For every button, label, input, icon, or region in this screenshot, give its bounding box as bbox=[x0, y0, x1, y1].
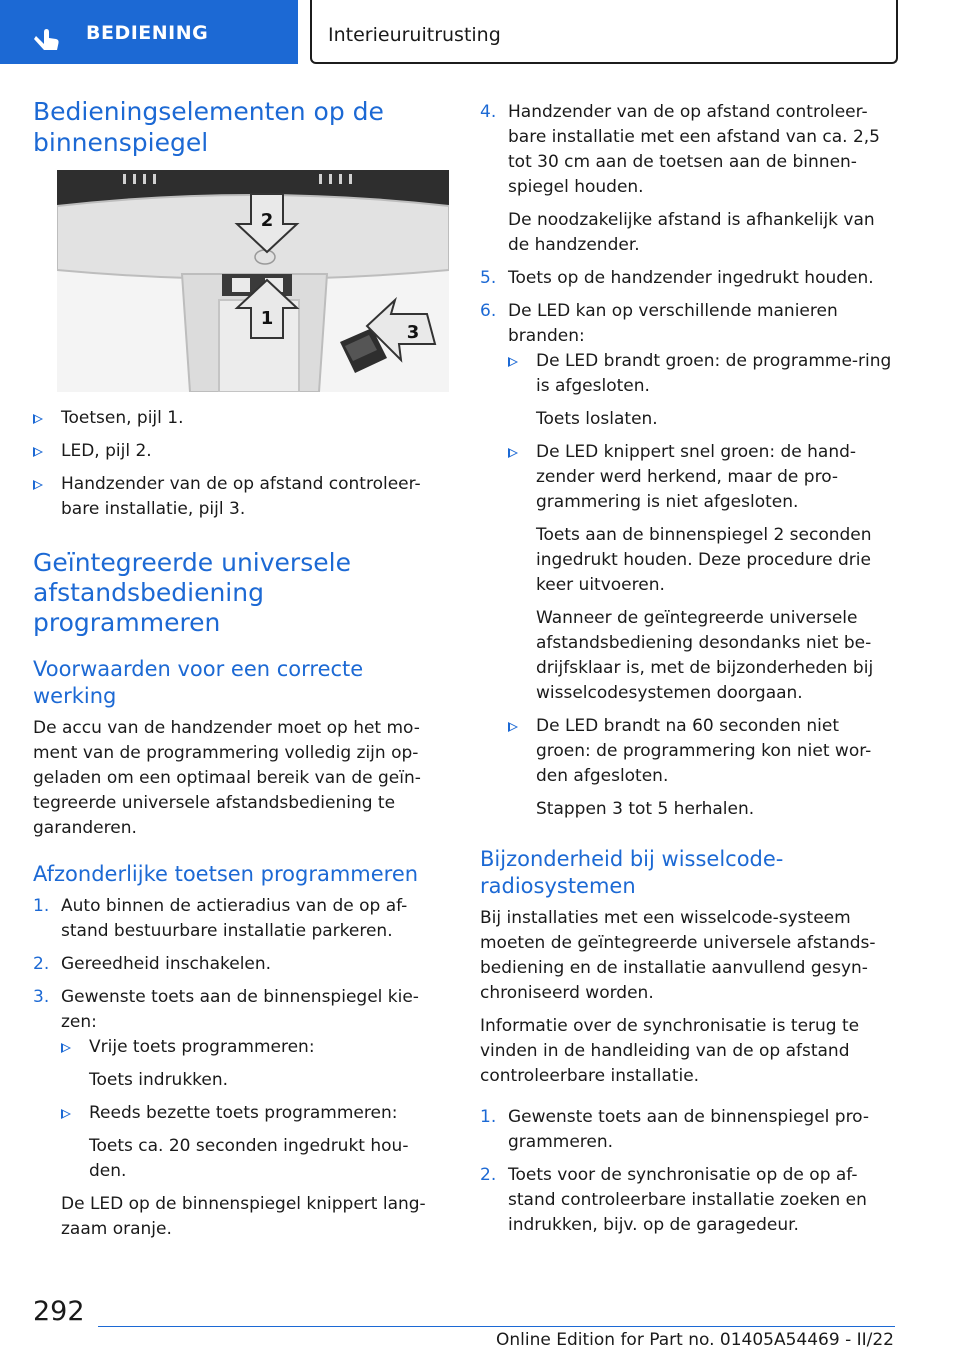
requirements-text: De accu van de handzender moet op het mo-ment van de programmering volledig zijn op-geladen om een optimaal bereik van de geïn-tegreerde universele afstandsbediening te garanderen. bbox=[33, 718, 421, 838]
list-item: De LED brandt na 60 seconden niet groen: de programmering kon niet wor-den afgesloten. Stappen 3 tot 5 herhalen. bbox=[508, 714, 895, 822]
list-item: 3. Gewenste toets aan de binnenspiegel kie-zen: Vrije toets programmeren: Toets indrukken. Reeds bezette toets programmeren: Toets ca. 20 seconden ingedrukt hou-den. De LED op de binnenspiegel knippert lang-zaam oranje. bbox=[33, 985, 443, 1242]
list-item: 1. Auto binnen de actieradius van de op af-stand bestuurbare installatie parkeren. bbox=[33, 896, 408, 941]
footer-divider bbox=[98, 1326, 895, 1327]
triangle-bullet-icon bbox=[508, 357, 518, 367]
triangle-bullet-icon bbox=[33, 414, 43, 424]
requirements-title: Voorwaarden voor een correcte werking bbox=[33, 657, 364, 708]
sync-info-text: Informatie over de synchronisatie is terug te vinden in de handleiding van de op afstand controleerbare installatie. bbox=[480, 1016, 860, 1086]
list-item: 1. Gewenste toets aan de binnenspiegel pro-grammeren. bbox=[480, 1107, 870, 1152]
programming-steps bbox=[33, 894, 443, 1242]
list-item: 4. Handzender van de op afstand controleer-bare installatie met een afstand van ca. 2,5 tot 30 cm aan de toetsen aan de binnen-spiegel houden. De noodzakelijke afstand is afhankelijk van de handzender. bbox=[480, 102, 880, 255]
triangle-bullet-icon bbox=[61, 1109, 71, 1119]
list-item: Toetsen, pijl 1. bbox=[33, 406, 443, 431]
list-item: Reeds bezette toets programmeren: Toets ca. 20 seconden ingedrukt hou-den. bbox=[61, 1101, 443, 1184]
mirror-controls-title: Bedieningselementen op de binnenspiegel bbox=[33, 97, 384, 157]
right-column bbox=[480, 100, 895, 1246]
list-item: LED, pijl 2. bbox=[33, 439, 443, 464]
list-item: De LED knippert snel groen: de hand-zender werd herkend, maar de pro-grammering is niet afgesloten. Toets aan de binnenspiegel 2 seconden ingedrukt houden. Deze procedure drie keer uitvoeren. Wanneer de geïntegreerde universele afstandsbediening desondanks niet be-drijfsklaar is, met de bijzonderheden bij wisselcodesystemen doorgaan. bbox=[508, 440, 895, 706]
triangle-bullet-icon bbox=[508, 448, 518, 458]
list-item: 2. Toets voor de synchronisatie op de op af-stand controleerbare installatie zoeken en indrukken, bijv. op de garagedeur. bbox=[480, 1165, 867, 1235]
hand-icon bbox=[30, 22, 62, 54]
led-states bbox=[508, 349, 895, 822]
chapter-box bbox=[310, 0, 898, 64]
programming-steps-continued bbox=[480, 100, 895, 822]
triangle-bullet-icon bbox=[61, 1043, 71, 1053]
section-tab bbox=[0, 0, 298, 64]
single-buttons-title: Afzonderlijke toetsen programmeren bbox=[33, 862, 419, 886]
step3-options bbox=[61, 1035, 443, 1184]
arrow-label-1: 1 bbox=[260, 308, 274, 329]
page-number: 292 bbox=[33, 1296, 85, 1327]
chapter-title: Interieuruitrusting bbox=[328, 24, 501, 46]
section-title: BEDIENING bbox=[86, 22, 209, 44]
rearview-mirror-illustration bbox=[57, 170, 449, 392]
arrow-label-3: 3 bbox=[406, 322, 420, 343]
sync-steps bbox=[480, 1105, 895, 1238]
figure-legend bbox=[33, 406, 443, 522]
list-item: De LED brandt groen: de programme-ring is afgesloten. Toets loslaten. bbox=[508, 349, 895, 432]
rolling-code-title: Bijzonderheid bij wisselcode-radiosystemen bbox=[480, 847, 784, 898]
arrow-label-2: 2 bbox=[260, 210, 274, 231]
list-item: Vrije toets programmeren: Toets indrukken. bbox=[61, 1035, 443, 1093]
list-item: 2. Gereedheid inschakelen. bbox=[33, 954, 272, 974]
edition-label: Online Edition for Part no. 01405A54469 - II/22 bbox=[495, 1330, 894, 1350]
list-item: 6. De LED kan op verschillende manieren branden: De LED brandt groen: de programme-ring is afgesloten. Toets loslaten. De LED knippert snel groen: de hand-zender werd herkend, maar de pro-grammering is niet afgesloten. Toets aan de binnenspiegel 2 seconden ingedrukt houden. Deze procedure drie keer uitvoeren. Wanneer de geïntegreerde universele afstandsbediening desondanks niet be-drijfsklaar is, met de bijzonderheden bij wisselcodesystemen doorgaan. De LED brandt na 60 seconden niet groen: de programmering kon niet wor-den afgesloten. Stappen 3 tot 5 herhalen. bbox=[480, 299, 895, 822]
triangle-bullet-icon bbox=[33, 447, 43, 457]
page-header bbox=[0, 0, 960, 66]
triangle-bullet-icon bbox=[508, 722, 518, 732]
triangle-bullet-icon bbox=[33, 480, 43, 490]
programming-section-title: Geïntegreerde universele afstandsbediening programmeren bbox=[33, 548, 351, 637]
rolling-code-text: Bij installaties met een wisselcode-systeem moeten de geïntegreerde universele afstands-bediening en de installatie aanvullend gesyn-chroniseerd worden. bbox=[480, 908, 876, 1003]
list-item: Handzender van de op afstand controleer-bare installatie, pijl 3. bbox=[33, 472, 443, 522]
list-item: 5. Toets op de handzender ingedrukt houden. bbox=[480, 268, 874, 288]
left-column bbox=[33, 96, 443, 1250]
